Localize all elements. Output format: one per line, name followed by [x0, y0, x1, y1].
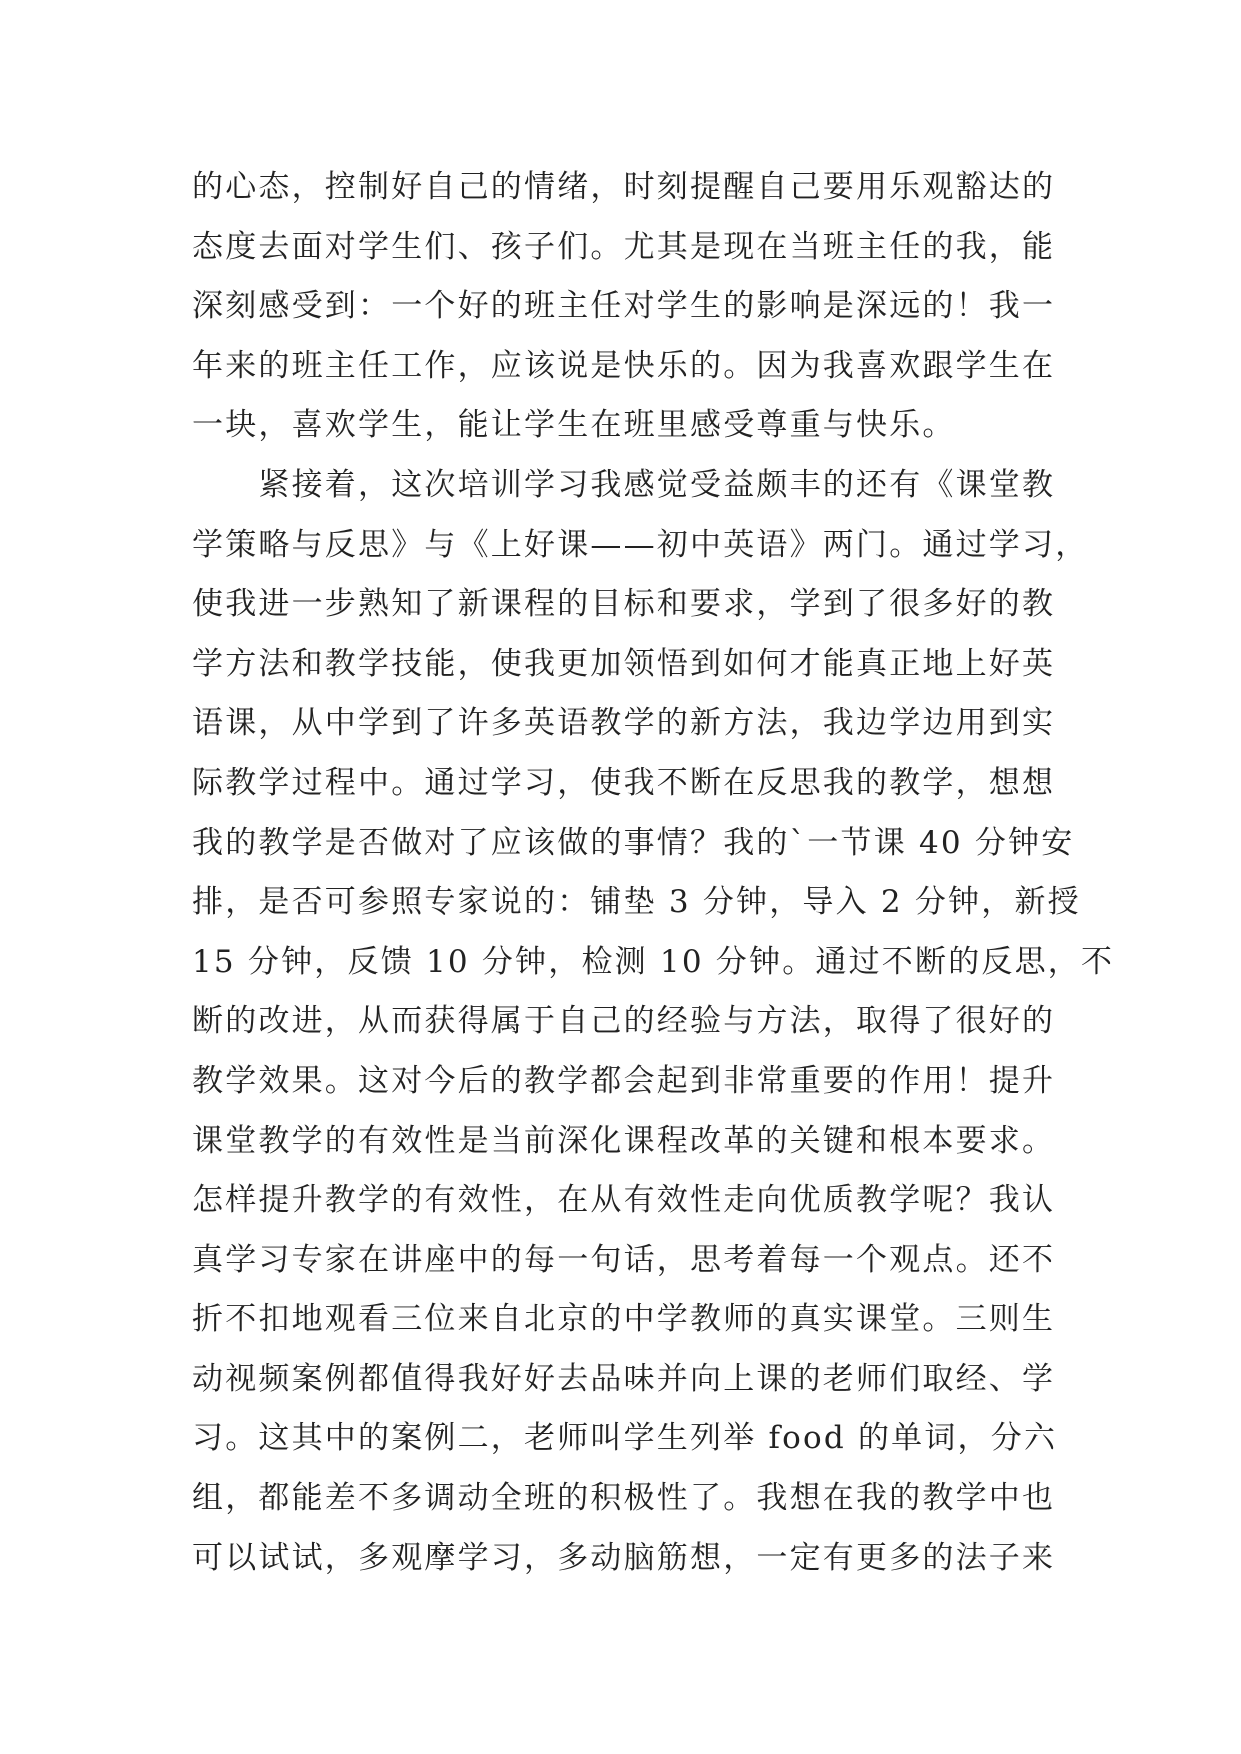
text-line: 学策略与反思》与《上好课——初中英语》两门。通过学习，	[192, 526, 1089, 563]
text-line: 的心态，控制好自己的情绪，时刻提醒自己要用乐观豁达的	[192, 169, 1056, 205]
text-line: 动视频案例都值得我好好去品味并向上课的老师们取经、学	[192, 1360, 1056, 1397]
text-line: 怎样提升教学的有效性，在从有效性走向优质教学呢？我认	[192, 1182, 1056, 1219]
text-line: 语课，从中学到了许多英语教学的新方法，我边学边用到实	[192, 705, 1056, 742]
text-line: 折不扣地观看三位来自北京的中学教师的真实课堂。三则生	[192, 1301, 1056, 1338]
text-line: 态度去面对学生们、孩子们。尤其是现在当班主任的我，能	[192, 228, 1056, 265]
text-line: 真学习专家在讲座中的每一句话，思考着每一个观点。还不	[192, 1241, 1056, 1278]
text-line: 课堂教学的有效性是当前深化课程改革的关键和根本要求。	[192, 1122, 1056, 1159]
text-line: 15 分钟，反馈 10 分钟，检测 10 分钟。通过不断的反思，不	[192, 943, 1115, 980]
text-line: 断的改进，从而获得属于自己的经验与方法，取得了很好的	[192, 1003, 1056, 1040]
text-line: 际教学过程中。通过学习，使我不断在反思我的教学，想想	[192, 764, 1056, 801]
text-line: 使我进一步熟知了新课程的目标和要求，学到了很多好的教	[192, 586, 1056, 623]
text-line: 组，都能差不多调动全班的积极性了。我想在我的教学中也	[192, 1480, 1056, 1517]
text-line: 习。这其中的案例二，老师叫学生列举 food 的单词，分六	[192, 1420, 1058, 1457]
text-line: 排，是否可参照专家说的：铺垫 3 分钟，导入 2 分钟，新授	[192, 884, 1081, 921]
text-line: 我的教学是否做对了应该做的事情？我的`一节课 40 分钟安	[192, 824, 1075, 861]
text-line: 教学效果。这对今后的教学都会起到非常重要的作用！提升	[192, 1062, 1056, 1099]
text-line: 一块，喜欢学生，能让学生在班里感受尊重与快乐。	[192, 407, 956, 444]
text-line: 学方法和教学技能，使我更加领悟到如何才能真正地上好英	[192, 645, 1056, 682]
text-line: 年来的班主任工作，应该说是快乐的。因为我喜欢跟学生在	[192, 347, 1056, 384]
text-line: 深刻感受到：一个好的班主任对学生的影响是深远的！我一	[192, 288, 1056, 325]
text-line: 可以试试，多观摩学习，多动脑筋想，一定有更多的法子来	[192, 1539, 1056, 1576]
body-text	[192, 158, 1115, 1588]
paragraph-start-line: 紧接着，这次培训学习我感觉受益颇丰的还有《课堂教	[192, 466, 1056, 503]
